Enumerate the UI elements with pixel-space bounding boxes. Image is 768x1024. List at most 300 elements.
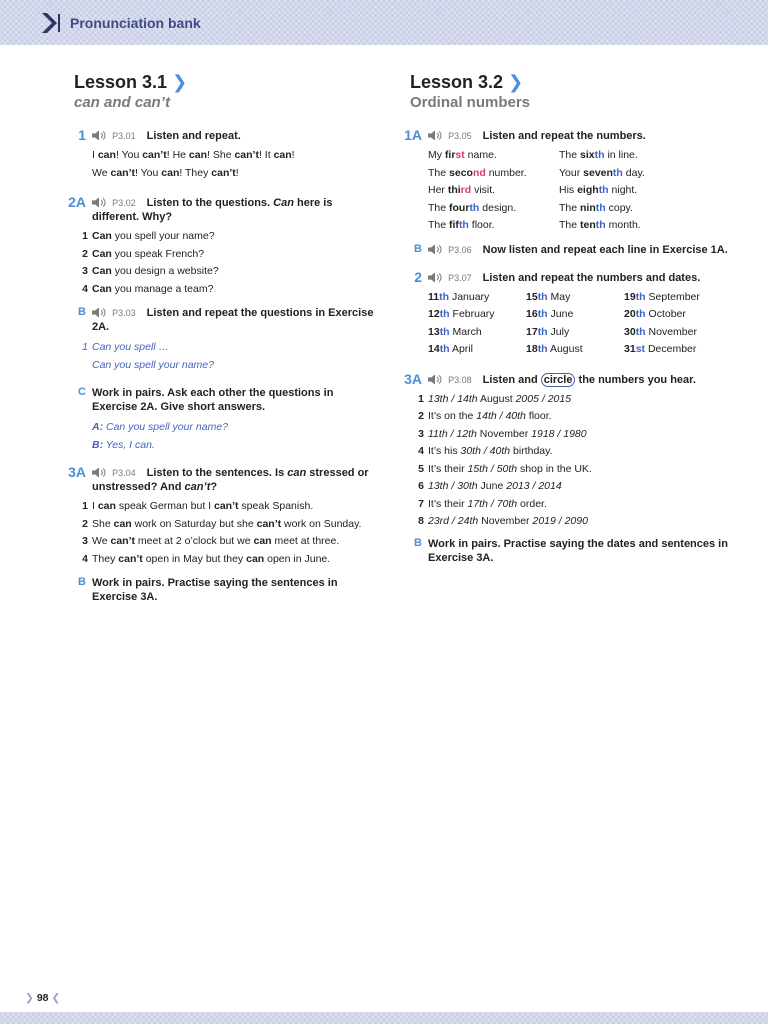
text-segment: 17th / 70th xyxy=(467,497,518,510)
list-item xyxy=(418,426,736,444)
date-month: November xyxy=(645,325,697,338)
text-segment: th xyxy=(595,219,606,231)
date-number: 20 xyxy=(624,308,636,320)
exercise-heading: Work in pairs. Practise saying the sentences in Exercise 3A. xyxy=(92,577,338,603)
page-number xyxy=(22,992,63,1004)
item-number: 3 xyxy=(82,535,88,547)
text-segment: can’t xyxy=(118,552,143,565)
footer-bar xyxy=(0,1012,768,1024)
item-text xyxy=(428,478,562,496)
exercise-heading-post: the numbers you hear. xyxy=(575,373,696,386)
chevron-right-icon: ❯ xyxy=(172,72,188,92)
text-segment: can’t xyxy=(184,481,211,493)
item-text xyxy=(428,426,587,444)
text-segment: November xyxy=(478,515,533,527)
exercise-heading: Listen and repeat the numbers. xyxy=(482,130,646,142)
page-number-text: 98 xyxy=(36,992,49,1004)
date-suffix: th xyxy=(439,290,450,303)
text-segment: 11th / 12th xyxy=(428,427,477,440)
date-item xyxy=(526,289,624,307)
item-number: 1 xyxy=(82,230,88,242)
text-segment: can’t xyxy=(110,166,135,179)
chevron-right-icon xyxy=(40,11,62,35)
lesson-title-text: Lesson 3.2 xyxy=(410,72,504,92)
list-item xyxy=(418,513,736,531)
text-segment: night. xyxy=(608,184,638,196)
text-segment: can’t xyxy=(142,149,167,161)
ordinal-phrase xyxy=(428,165,559,183)
lesson-3-2-column xyxy=(396,72,736,565)
text-segment: 15th / 50th xyxy=(467,462,518,475)
text-segment: It’s their xyxy=(428,462,468,475)
text-segment: ! xyxy=(235,166,239,179)
text-segment: 14th / 40th xyxy=(476,410,526,422)
item-text xyxy=(428,408,552,426)
text-segment: rd xyxy=(460,184,472,196)
text-segment: We xyxy=(92,535,111,547)
text-segment: stressed or unstressed? And xyxy=(92,467,369,493)
exercise-1 xyxy=(60,129,380,182)
chevron-right-icon: ❯ xyxy=(508,72,524,92)
exercise-heading: Work in pairs. Ask each other the questions in Exercise 2A. Give short answers. xyxy=(92,387,334,413)
item-number: 3 xyxy=(82,265,88,277)
date-month: July xyxy=(547,325,570,338)
audio-icon[interactable] xyxy=(92,467,106,478)
list-item xyxy=(82,498,380,516)
date-item xyxy=(624,306,734,324)
text-segment: ! xyxy=(291,149,295,161)
list-item xyxy=(82,281,380,299)
audio-code: P3.07 xyxy=(448,272,472,283)
item-number: 4 xyxy=(82,282,88,295)
text-segment: Her xyxy=(428,184,448,196)
item-number: 2 xyxy=(82,517,88,530)
text-segment: six xyxy=(580,149,595,161)
audio-code: P3.05 xyxy=(448,131,472,141)
text-segment: 2019 / 2090 xyxy=(532,515,588,527)
text-segment: you design a website? xyxy=(111,265,219,277)
lesson-3-2-subtitle: Ordinal numbers xyxy=(410,94,531,111)
date-suffix: st xyxy=(635,343,646,355)
text-segment: fir xyxy=(444,149,456,161)
example-line: Can you spell … xyxy=(92,341,170,353)
text-segment: The xyxy=(559,149,581,161)
date-item xyxy=(526,324,624,342)
exercise-number: 2A xyxy=(68,194,86,210)
item-text xyxy=(428,513,588,531)
item-number: 7 xyxy=(418,497,424,510)
text-segment: can’t xyxy=(256,517,282,530)
exercise-heading-pre: Listen and xyxy=(482,373,541,386)
text-segment: nin xyxy=(580,201,596,214)
list-item xyxy=(82,533,380,551)
exercise-items xyxy=(418,391,736,531)
audio-icon[interactable] xyxy=(428,374,442,385)
date-item xyxy=(428,341,526,359)
date-number: 19 xyxy=(624,290,636,303)
text-segment: Can xyxy=(92,282,112,295)
date-item xyxy=(526,341,624,359)
exercise-number: 1A xyxy=(404,127,422,143)
exercise-1b xyxy=(396,243,736,257)
date-number: 17 xyxy=(526,325,538,338)
header-bar xyxy=(0,0,768,45)
item-number: 2 xyxy=(418,410,424,422)
date-month: February xyxy=(449,308,495,320)
text-segment: month. xyxy=(605,219,641,231)
text-segment: thi xyxy=(447,184,461,196)
list-item xyxy=(82,263,380,281)
text-segment: can’t xyxy=(110,535,135,547)
text-segment: design. xyxy=(479,201,517,214)
item-text xyxy=(92,516,361,534)
text-segment: The xyxy=(428,201,450,214)
item-number: 2 xyxy=(82,247,88,260)
exercise-number: 2 xyxy=(414,268,422,285)
text-segment: can xyxy=(253,535,272,547)
audio-icon[interactable] xyxy=(92,307,106,318)
repeat-line xyxy=(92,147,380,165)
date-number: 31 xyxy=(624,343,636,355)
item-number: 6 xyxy=(418,480,424,492)
date-number: 11 xyxy=(428,290,440,303)
date-item xyxy=(624,341,734,359)
text-segment: work on Saturday but she xyxy=(131,517,257,530)
date-suffix: th xyxy=(635,308,646,320)
speaker: A: xyxy=(92,421,104,433)
item-number: 3 xyxy=(418,427,424,440)
list-item xyxy=(418,496,736,514)
date-number: 12 xyxy=(428,308,440,320)
item-text xyxy=(92,551,330,569)
date-month: May xyxy=(547,290,571,303)
audio-icon[interactable] xyxy=(428,130,442,141)
list-item xyxy=(418,478,736,496)
exercise-3a xyxy=(60,466,380,568)
text-segment: you spell your name? xyxy=(111,230,215,242)
ordinal-phrase xyxy=(559,147,709,165)
date-number: 14 xyxy=(428,343,440,355)
date-suffix: th xyxy=(537,325,548,338)
text-segment: can xyxy=(97,149,116,161)
text-segment: visit. xyxy=(471,184,496,196)
exercise-number: B xyxy=(414,242,422,255)
ordinal-phrase xyxy=(428,200,559,218)
date-item xyxy=(526,306,624,324)
text-segment: ! They xyxy=(179,166,212,179)
ordinal-phrase xyxy=(559,182,709,200)
example-number: 1 xyxy=(82,341,88,353)
text-segment: ! It xyxy=(258,149,274,161)
text-segment: ten xyxy=(580,219,596,231)
exercise-number: B xyxy=(414,536,422,549)
item-number: 4 xyxy=(82,552,88,565)
exercise-2 xyxy=(396,268,736,359)
text-segment: 1918 / 1980 xyxy=(531,427,587,440)
date-number: 15 xyxy=(526,290,538,303)
date-item xyxy=(428,306,526,324)
text-segment: Listen to the questions. xyxy=(146,197,274,209)
date-month: October xyxy=(645,308,686,320)
date-month: December xyxy=(645,343,697,355)
date-suffix: th xyxy=(537,343,548,355)
item-text xyxy=(92,246,204,264)
item-text xyxy=(92,498,313,516)
text-segment: open in June. xyxy=(264,552,331,565)
text-segment: I xyxy=(92,149,98,161)
exercise-items xyxy=(82,228,380,298)
item-text xyxy=(92,228,215,246)
item-text xyxy=(92,533,339,551)
text-segment: here is different. Why? xyxy=(92,197,333,223)
text-segment: ? xyxy=(210,481,218,493)
text-segment: floor. xyxy=(468,219,495,231)
text-segment: ! You xyxy=(135,166,162,179)
text-segment: floor. xyxy=(525,410,552,422)
text-segment: th xyxy=(469,201,480,214)
text-segment: The xyxy=(559,219,581,231)
text-segment: four xyxy=(449,201,470,214)
speaker: B: xyxy=(92,438,104,451)
text-segment: 2013 / 2014 xyxy=(506,480,562,492)
text-segment: copy. xyxy=(605,201,633,214)
text-segment: open in May but they xyxy=(142,552,247,565)
text-segment: speak German but I xyxy=(115,500,214,512)
example-answer xyxy=(82,339,380,374)
text-segment: The xyxy=(559,201,581,214)
item-number: 1 xyxy=(418,392,424,405)
text-segment: ! He xyxy=(166,149,189,161)
date-month: April xyxy=(449,343,473,355)
list-item xyxy=(418,391,736,409)
ordinal-phrase xyxy=(559,165,709,183)
text-segment: can xyxy=(246,552,265,565)
ordinal-phrase xyxy=(428,147,559,165)
exercise-heading: Listen and repeat the questions in Exercise 2A. xyxy=(92,307,374,333)
text-segment: June xyxy=(477,480,507,492)
example-line: Can you spell your name? xyxy=(92,358,214,371)
text-segment: 2005 / 2015 xyxy=(515,392,572,405)
text-segment: Can xyxy=(92,230,112,242)
date-month: August xyxy=(547,343,583,355)
text-segment: you manage a team? xyxy=(111,282,214,295)
text-segment: Listen to the sentences. Is xyxy=(146,467,288,479)
text-segment: seven xyxy=(583,166,613,179)
lesson-3-1-column xyxy=(60,72,380,604)
text-segment: Can xyxy=(92,247,112,260)
date-suffix: th xyxy=(537,290,548,303)
text-segment: th xyxy=(598,184,609,196)
text-segment: can’t xyxy=(234,149,259,161)
text-segment: can’t xyxy=(211,166,236,179)
item-number: 4 xyxy=(418,445,424,457)
date-number: 18 xyxy=(526,343,538,355)
ordinal-phrase xyxy=(428,217,559,235)
exercise-2c xyxy=(60,386,380,454)
ordinal-phrase xyxy=(559,200,709,218)
text-segment: shop in the UK. xyxy=(517,462,592,475)
dialogue-text: Can you spell your name? xyxy=(103,421,228,433)
repeat-line xyxy=(92,165,380,183)
audio-code: P3.04 xyxy=(112,468,136,478)
list-item xyxy=(418,443,736,461)
exercise-1a xyxy=(396,129,736,235)
exercise-heading: Listen and repeat. xyxy=(146,130,241,142)
text-segment: order. xyxy=(517,497,547,510)
item-number: 8 xyxy=(418,515,424,527)
audio-icon[interactable] xyxy=(92,197,106,208)
example-dialogue xyxy=(92,419,380,454)
text-segment: It’s on the xyxy=(428,410,477,422)
audio-icon[interactable] xyxy=(428,272,442,283)
text-segment: ! You xyxy=(115,149,143,161)
date-month: June xyxy=(547,308,574,320)
date-suffix: th xyxy=(635,325,646,338)
text-segment: Can xyxy=(273,197,294,209)
exercise-heading: Listen and repeat the numbers and dates. xyxy=(482,271,701,284)
text-segment: It’s their xyxy=(428,497,468,510)
list-item xyxy=(82,228,380,246)
date-month: January xyxy=(449,290,490,303)
text-segment: Your xyxy=(559,166,584,179)
date-month: September xyxy=(645,290,700,303)
text-segment: meet at three. xyxy=(271,535,340,547)
date-suffix: th xyxy=(439,308,450,320)
exercise-number: C xyxy=(78,386,86,398)
exercise-number: B xyxy=(78,306,86,318)
dialogue-line xyxy=(92,419,380,437)
text-segment: you speak French? xyxy=(111,247,205,260)
text-segment: can xyxy=(273,149,292,161)
text-segment: can xyxy=(161,166,180,179)
text-segment: th xyxy=(612,166,623,179)
date-item xyxy=(428,289,526,307)
text-segment: The xyxy=(428,166,450,179)
text-segment: His xyxy=(559,184,578,196)
audio-icon[interactable] xyxy=(92,130,106,141)
item-text xyxy=(92,281,213,299)
exercise-heading: Work in pairs. Practise saying the dates and sentences in Exercise 3A. xyxy=(428,537,728,564)
text-segment: 13th / 30th xyxy=(428,480,478,492)
lesson-3-2-title xyxy=(396,72,736,93)
item-text xyxy=(92,263,219,281)
dates-grid xyxy=(428,289,736,359)
item-text xyxy=(428,496,547,514)
list-item xyxy=(82,516,380,534)
text-segment: November xyxy=(476,427,532,440)
text-segment: 13th / 14th xyxy=(428,392,478,405)
header-title: Pronunciation bank xyxy=(70,15,201,31)
date-suffix: th xyxy=(439,325,450,338)
audio-icon[interactable] xyxy=(428,244,442,255)
list-item xyxy=(82,551,380,569)
audio-code: P3.03 xyxy=(112,308,136,318)
item-number: 1 xyxy=(82,500,88,512)
audio-code: P3.01 xyxy=(112,131,136,141)
audio-code: P3.08 xyxy=(448,374,472,385)
ordinal-phrase xyxy=(559,217,709,235)
audio-code: P3.06 xyxy=(448,244,472,255)
text-segment: th xyxy=(458,219,469,231)
exercise-number: B xyxy=(78,576,86,588)
date-number: 13 xyxy=(428,325,440,338)
circled-word: circle xyxy=(541,373,576,387)
exercise-items xyxy=(82,498,380,568)
item-text xyxy=(428,391,571,409)
list-item xyxy=(418,461,736,479)
text-segment: It’s his xyxy=(428,445,461,457)
exercise-2b xyxy=(60,306,380,374)
text-segment: in line. xyxy=(604,149,638,161)
exercise-2a xyxy=(60,196,380,298)
text-segment: seco xyxy=(449,166,473,179)
audio-code: P3.02 xyxy=(112,198,136,208)
text-segment: They xyxy=(92,552,119,565)
item-number: 5 xyxy=(418,462,424,475)
date-item xyxy=(624,289,734,307)
dialogue-text: Yes, I can. xyxy=(103,438,155,451)
date-number: 30 xyxy=(624,325,636,338)
text-segment: Can xyxy=(92,265,112,277)
text-segment: number. xyxy=(485,166,527,179)
text-segment: can xyxy=(113,517,132,530)
exercise-lines xyxy=(92,147,380,182)
ordinal-phrase xyxy=(428,182,559,200)
exercise-number: 1 xyxy=(78,127,86,143)
exercise-3a xyxy=(396,370,736,531)
date-month: March xyxy=(449,325,482,338)
text-segment: We xyxy=(92,166,111,179)
text-segment: 23rd / 24th xyxy=(428,515,479,527)
date-suffix: th xyxy=(537,308,548,320)
dialogue-line xyxy=(92,437,380,455)
item-text xyxy=(428,443,553,461)
exercise-number: 3A xyxy=(68,464,86,480)
text-segment: can’t xyxy=(214,500,239,512)
text-segment: She xyxy=(92,517,114,530)
lesson-title-text: Lesson 3.1 xyxy=(74,72,168,92)
text-segment: day. xyxy=(622,166,645,179)
text-segment: th xyxy=(595,201,606,214)
text-segment: My xyxy=(428,149,445,161)
text-segment: work on Sunday. xyxy=(281,517,362,530)
exercise-3b xyxy=(396,537,736,565)
date-item xyxy=(428,324,526,342)
text-segment: 30th / 40th xyxy=(460,445,511,457)
lesson-3-1-subtitle: can and can’t xyxy=(74,94,171,111)
text-segment: can xyxy=(97,500,116,512)
text-segment: can xyxy=(188,149,208,161)
item-text xyxy=(428,461,592,479)
date-suffix: th xyxy=(439,343,450,355)
text-segment: nd xyxy=(472,166,486,179)
text-segment: name. xyxy=(464,149,497,161)
date-item xyxy=(624,324,734,342)
text-segment: August xyxy=(477,392,516,405)
text-segment: st xyxy=(455,149,465,161)
text-segment: The xyxy=(428,219,450,231)
chevron-left-icon: ❮ xyxy=(51,992,61,1004)
text-segment: I xyxy=(92,500,98,512)
chevron-right-icon: ❯ xyxy=(25,992,34,1004)
list-item xyxy=(82,246,380,264)
exercise-3b xyxy=(60,576,380,604)
exercise-number: 3A xyxy=(404,370,422,387)
date-number: 16 xyxy=(526,308,538,320)
text-segment: meet at 2 o’clock but we xyxy=(135,535,254,547)
exercise-heading: Now listen and repeat each line in Exercise 1A. xyxy=(482,243,728,256)
text-segment: fif xyxy=(449,219,459,231)
